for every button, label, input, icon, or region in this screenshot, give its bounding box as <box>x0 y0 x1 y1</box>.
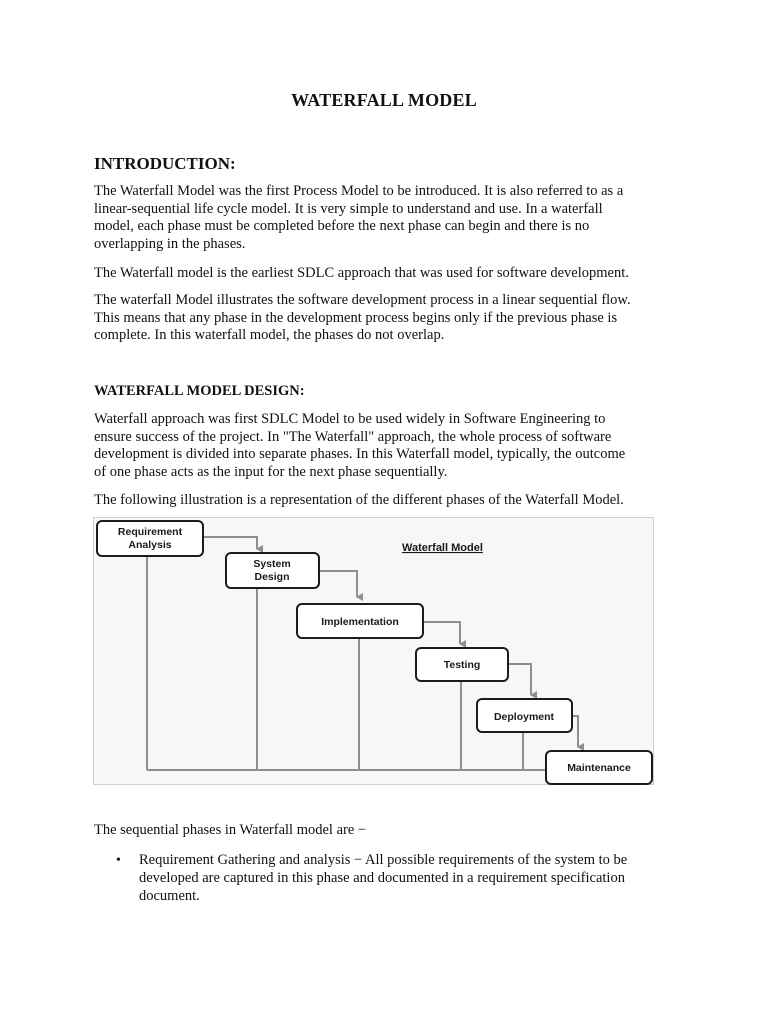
design-paragraph-1 <box>94 411 674 481</box>
bullet-marker: • <box>116 853 121 868</box>
text-line: development is divided into separate phases. In this Waterfall model, typically, the outcome <box>94 446 626 463</box>
phase-testing <box>416 648 508 681</box>
text-line: linear-sequential life cycle model. It is very simple to understand and use. In a waterfall <box>94 200 603 217</box>
phase-system-design <box>226 553 319 588</box>
text-line: of one phase acts as the input for the next phase sequentially. <box>94 463 448 480</box>
introduction-heading: INTRODUCTION: <box>94 154 236 173</box>
design-heading: WATERFALL MODEL DESIGN: <box>94 383 305 399</box>
text-line: The waterfall Model illustrates the software development process in a linear sequential flow. <box>94 292 631 308</box>
waterfall-diagram <box>93 517 654 785</box>
phase-requirement-analysis <box>97 521 203 556</box>
text-line: complete. In this waterfall model, the phases do not overlap. <box>94 327 445 344</box>
phase-label: Implementation <box>321 616 399 628</box>
text-line: The Waterfall model is the earliest SDLC approach that was used for software development. <box>94 265 629 281</box>
text-line: The sequential phases in Waterfall model are − <box>94 822 367 838</box>
intro-paragraph-3 <box>94 292 674 345</box>
phase-label: Design <box>254 571 290 583</box>
phase-label: Analysis <box>128 539 172 551</box>
phase-label: Deployment <box>493 711 555 723</box>
design-paragraph-2 <box>94 492 674 510</box>
text-line: The following illustration is a representation of the different phases of the Waterfall Model. <box>94 492 624 508</box>
phase-label: System <box>253 558 291 570</box>
text-line: model, each phase must be completed before the next phase can begin and there is no <box>94 218 590 235</box>
intro-paragraph-1 <box>94 183 674 253</box>
phase-label: Maintenance <box>567 762 631 774</box>
phase-label: Requirement <box>117 526 183 538</box>
text-line: ensure success of the project. In "The Waterfall" approach, the whole process of software <box>94 428 612 445</box>
intro-paragraph-2 <box>94 265 674 283</box>
diagram-title: Waterfall Model <box>402 542 483 554</box>
phase-maintenance <box>546 751 652 784</box>
phase-label: Testing <box>443 659 481 671</box>
text-line: developed are captured in this phase and documented in a requirement specification <box>139 870 625 886</box>
text-line: The Waterfall Model was the first Process Model to be introduced. It is also referred to as a <box>94 183 624 199</box>
text-line: overlapping in the phases. <box>94 235 246 252</box>
text-line: document. <box>139 888 200 904</box>
text-line: Requirement Gathering and analysis − All possible requirements of the system to be <box>139 852 628 868</box>
phase-implementation <box>297 604 423 638</box>
waterfall-diagram-svg <box>94 518 655 786</box>
bullet-item-requirements <box>139 851 679 905</box>
text-line: Waterfall approach was first SDLC Model to be used widely in Software Engineering to <box>94 411 606 427</box>
document-title: WATERFALL MODEL <box>291 90 477 110</box>
text-line: This means that any phase in the development process begins only if the previous phase is <box>94 309 618 326</box>
phase-deployment <box>477 699 572 732</box>
phases-intro <box>94 822 674 840</box>
